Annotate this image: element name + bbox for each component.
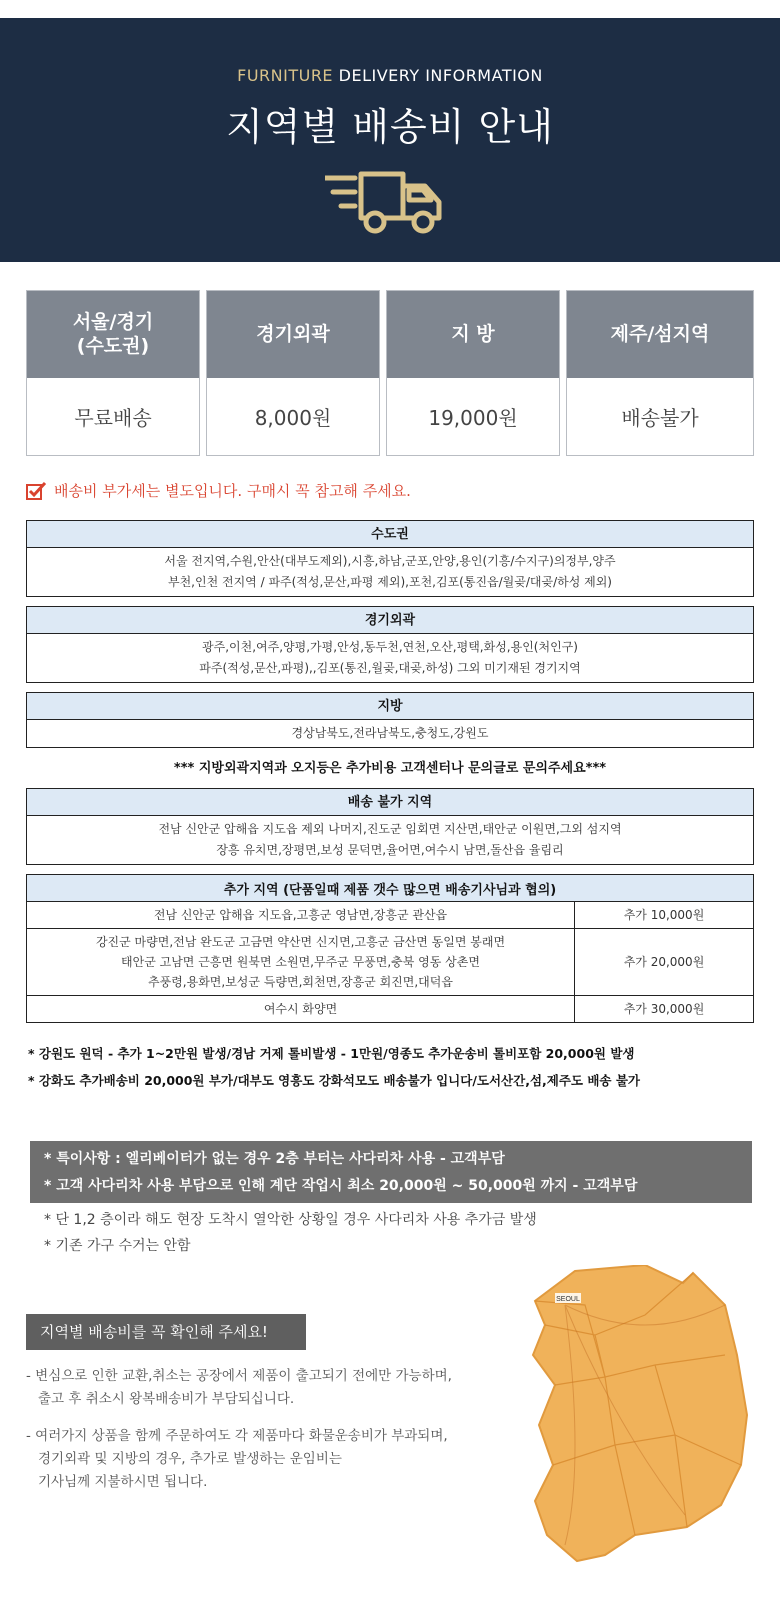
contact-note: *** 지방외곽지역과 오지등은 추가비용 고객센터나 문의글로 문의주세요*** bbox=[173, 761, 607, 776]
confirm-banner: 지역별 배송비를 꼭 확인해 주세요! bbox=[26, 1314, 306, 1350]
map-label-seoul: SEOUL bbox=[556, 1296, 580, 1303]
footnotes bbox=[28, 1040, 640, 1094]
table-row bbox=[27, 875, 754, 902]
policy-line: - 여러가지 상품을 함께 주문하여도 각 제품마다 화물운송비가 부과되며, bbox=[26, 1428, 448, 1444]
price-card-value: 배송불가 bbox=[621, 406, 699, 430]
region-table-title: 수도권 bbox=[27, 521, 753, 548]
extra-area-line: 추풍령,용화면,보성군 득량면,회천면,장흥군 회진면,대덕읍 bbox=[148, 975, 453, 989]
special-notice-box bbox=[30, 1141, 752, 1203]
region-table-body bbox=[27, 548, 753, 596]
price-card-label: 지 방 bbox=[387, 291, 559, 378]
region-line: 부천,인천 전지역 / 파주(적성,문산,파평 제외),포천,김포(통진읍/월곶/대곶/하성 제외) bbox=[168, 575, 612, 589]
korea-map-illustration bbox=[525, 1265, 755, 1565]
region-table-body bbox=[27, 634, 753, 682]
policy-line: 기사님께 지불하시면 됩니다. bbox=[38, 1474, 208, 1490]
checkbox-check-icon bbox=[26, 482, 46, 500]
policy-line: 출고 후 취소시 왕복배송비가 부담되십니다. bbox=[38, 1391, 295, 1407]
extra-area: 여수시 화양면 bbox=[27, 996, 575, 1023]
special-line: * 특이사항 : 엘리베이터가 없는 경우 2층 부터는 사다리차 사용 - 고객부담 bbox=[44, 1151, 505, 1167]
price-card-label: 제주/섬지역 bbox=[567, 291, 753, 378]
region-table-title: 경기외곽 bbox=[27, 607, 753, 634]
extra-area-line: 태안군 고남면 근흥면 원북면 소원면,무주군 무풍면,충북 영동 상촌면 bbox=[121, 955, 480, 969]
extra-area bbox=[27, 929, 575, 996]
region-line: 광주,이천,여주,양평,가평,안성,동두천,연천,오산,평택,화성,용인(처인구) bbox=[202, 640, 578, 654]
region-line: 경상남북도,전라남북도,충청도,강원도 bbox=[291, 726, 489, 740]
header-subtitle-rest: DELIVERY INFORMATION bbox=[333, 66, 543, 85]
policy-text bbox=[26, 1365, 516, 1508]
region-table-outskirts bbox=[26, 606, 754, 683]
special-subnotes bbox=[44, 1207, 537, 1259]
region-table-province bbox=[26, 692, 754, 748]
policy-line: 경기외곽 및 지방의 경우, 추가로 발생하는 운임비는 bbox=[38, 1451, 342, 1467]
price-card-value: 8,000원 bbox=[254, 406, 332, 430]
page-title: 지역별 배송비 안내 bbox=[226, 105, 554, 149]
region-line: 전남 신안군 압해읍 지도읍 제외 나머지,진도군 임회면 지산면,태안군 이원면,그외 섬지역 bbox=[158, 822, 622, 836]
region-table-unavailable bbox=[26, 788, 754, 865]
price-card-jeju bbox=[566, 290, 754, 456]
vat-notice bbox=[26, 480, 411, 501]
extra-fee: 추가 10,000원 bbox=[575, 902, 754, 929]
price-card-value: 19,000원 bbox=[428, 406, 518, 430]
region-table-capital bbox=[26, 520, 754, 597]
region-line: 장흥 유치면,장평면,보성 문덕면,율어면,여수시 남면,돌산읍 율림리 bbox=[216, 843, 564, 857]
region-table-body bbox=[27, 816, 753, 864]
region-line: 파주(적성,문산,파평),,김포(통진,월곶,대곶,하성) 그외 미기재된 경기지역 bbox=[199, 661, 581, 675]
region-table-body bbox=[27, 720, 753, 747]
special-line: * 고객 사다리차 사용 부담으로 인해 계단 작업시 최소 20,000원 ~ 50,000원 까지 - 고객부담 bbox=[44, 1178, 638, 1194]
header-banner bbox=[0, 18, 780, 262]
vat-notice-text: 배송비 부가세는 별도입니다. 구매시 꼭 참고해 주세요. bbox=[54, 482, 411, 500]
price-card-value: 무료배송 bbox=[74, 406, 152, 430]
table-row bbox=[27, 929, 754, 996]
table-row bbox=[27, 996, 754, 1023]
truck-icon bbox=[325, 168, 455, 238]
policy-paragraph bbox=[26, 1365, 516, 1411]
policy-paragraph bbox=[26, 1425, 516, 1494]
extra-area-line: 강진군 마량면,전남 완도군 고금면 약산면 신지면,고흥군 금산면 동일면 봉래면 bbox=[95, 935, 506, 949]
special-subnote: * 단 1,2 층이라 해도 현장 도착시 열악한 상황일 경우 사다리차 사용 추가금 발생 bbox=[44, 1212, 537, 1228]
price-card-label: 경기외곽 bbox=[207, 291, 379, 378]
header-subtitle-gold: FURNITURE bbox=[237, 66, 334, 85]
extra-fee: 추가 20,000원 bbox=[575, 929, 754, 996]
extra-fee: 추가 30,000원 bbox=[575, 996, 754, 1023]
extra-fee-table bbox=[26, 874, 754, 1023]
region-table-title: 배송 불가 지역 bbox=[27, 789, 753, 816]
special-subnote: * 기존 가구 수거는 안함 bbox=[44, 1238, 191, 1254]
region-line: 서울 전지역,수원,안산(대부도제외),시흥,하남,군포,안양,용인(기흥/수지구)의정부,양주 bbox=[164, 554, 616, 568]
header-subtitle bbox=[0, 66, 780, 85]
footnote-line: * 강원도 원덕 - 추가 1~2만원 발생/경남 거제 톨비발생 - 1만원/영종도 추가운송비 톨비포함 20,000원 발생 bbox=[28, 1046, 635, 1061]
price-card-outskirts bbox=[206, 290, 380, 456]
policy-line: - 변심으로 인한 교환,취소는 공장에서 제품이 출고되기 전에만 가능하며, bbox=[26, 1368, 452, 1384]
price-cards bbox=[26, 290, 754, 456]
footnote-line: * 강화도 추가배송비 20,000원 부가/대부도 영흥도 강화석모도 배송불가 입니다/도서산간,섬,제주도 배송 불가 bbox=[28, 1073, 640, 1088]
table-row bbox=[27, 902, 754, 929]
price-card-capital bbox=[26, 290, 200, 456]
extra-fee-title: 추가 지역 (단품일때 제품 갯수 많으면 배송기사님과 협의) bbox=[27, 875, 754, 902]
price-card-label: 서울/경기 (수도권) bbox=[27, 291, 199, 378]
extra-area: 전남 신안군 압해읍 지도읍,고흥군 영남면,장흥군 관산읍 bbox=[27, 902, 575, 929]
region-table-title: 지방 bbox=[27, 693, 753, 720]
price-card-province bbox=[386, 290, 560, 456]
